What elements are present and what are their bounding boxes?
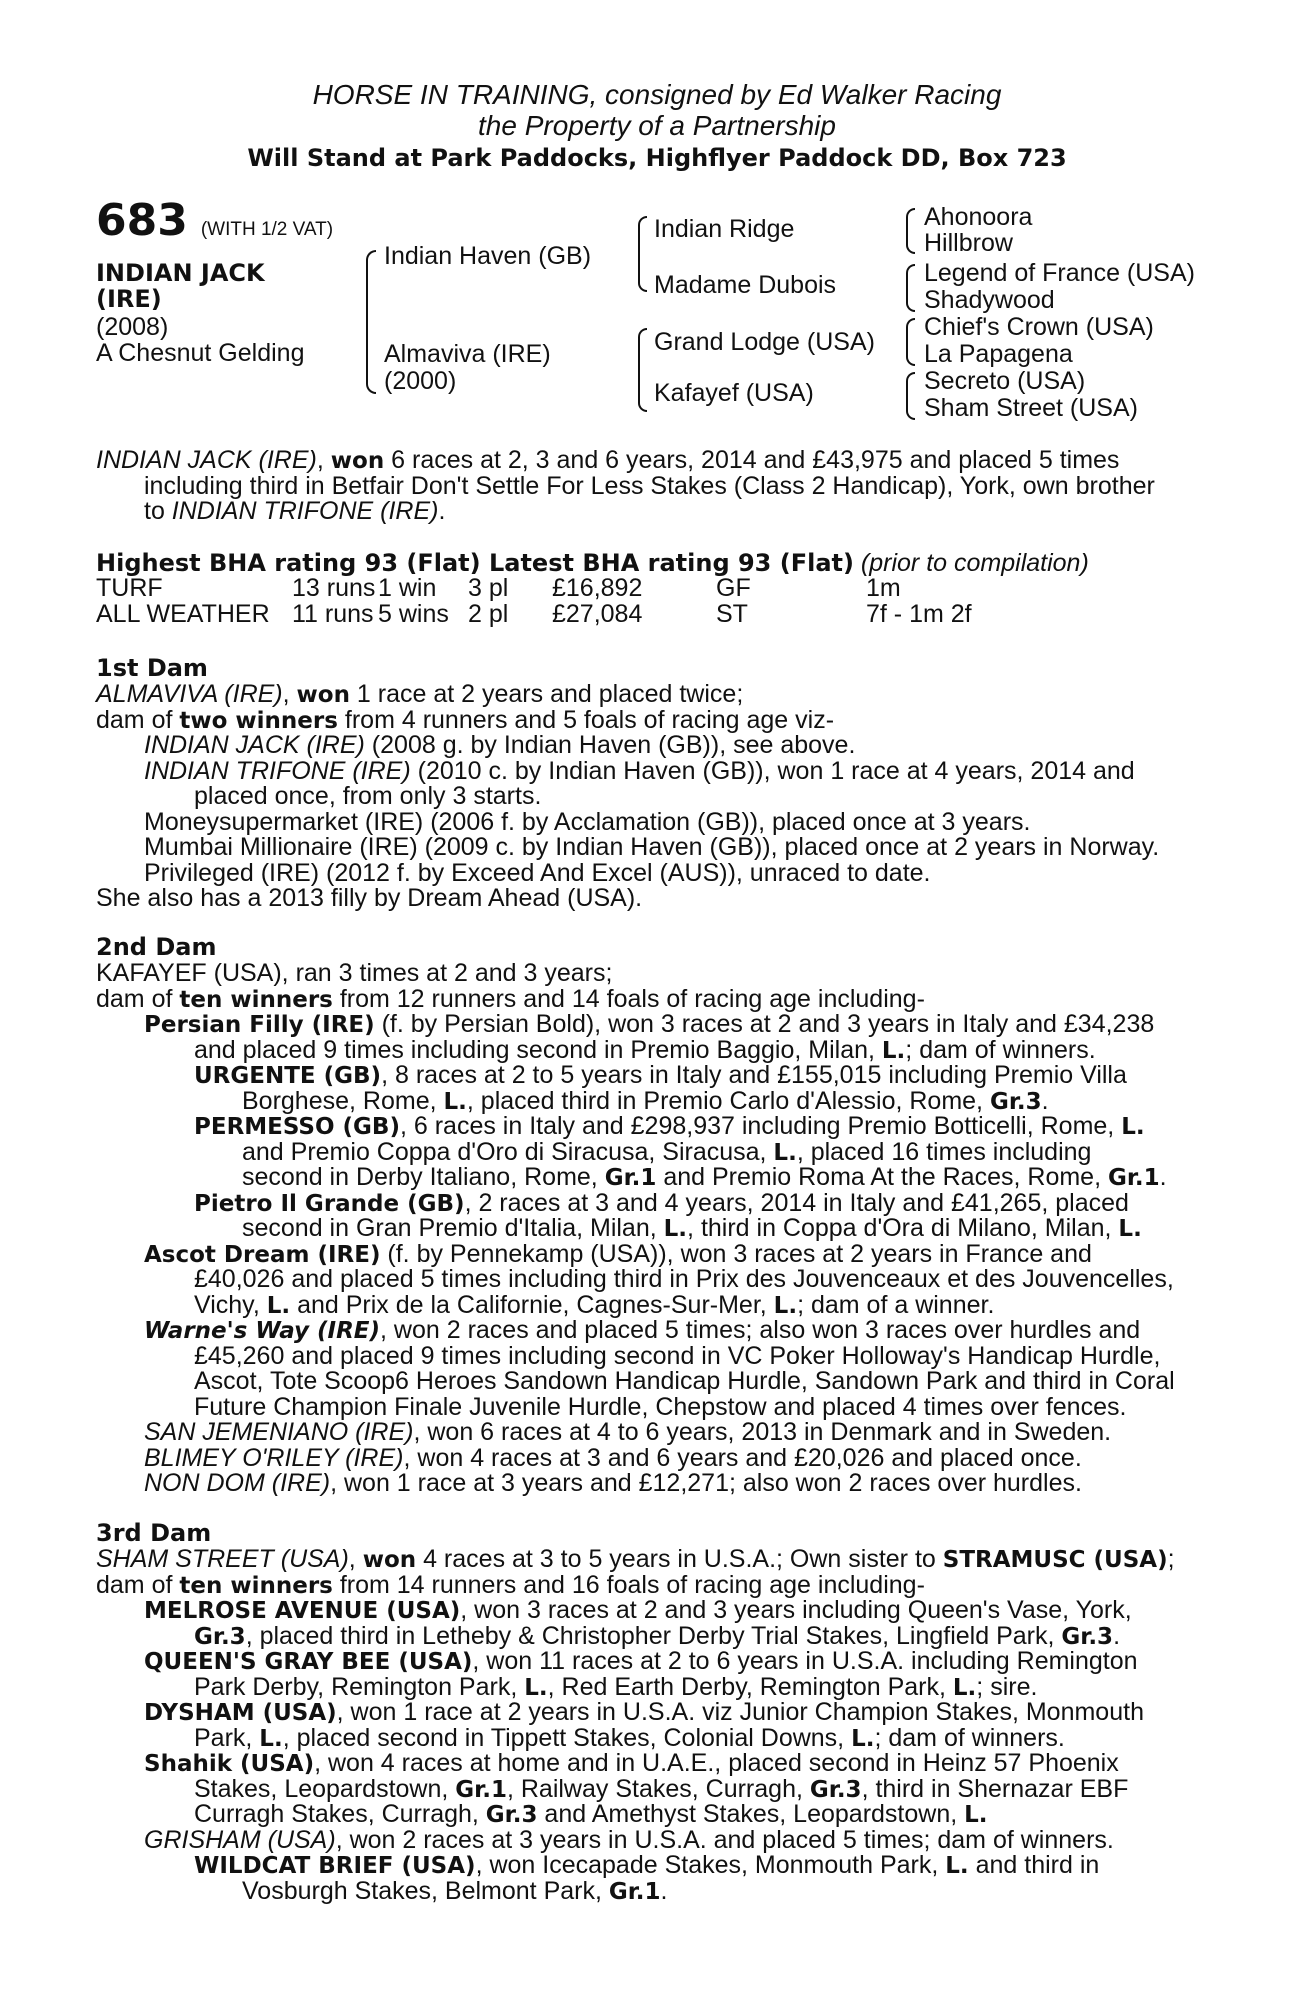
race-grade: L. [524,1674,548,1701]
text: and placed 9 times including second in Premio Baggio, Milan, [194,1035,882,1064]
ratings-note: (prior to compilation) [860,549,1089,577]
produce-name: URGENTE (GB) [194,1063,382,1089]
surface: TURF [96,574,163,602]
produce-name: NON DOM (IRE) [144,1469,331,1497]
summary-line [96,473,1206,499]
produce-line [96,1062,1206,1088]
produce-name: Shahik (USA) [144,1751,315,1777]
produce-line [96,1725,1206,1751]
race-grade: L. [259,1725,283,1752]
race-grade: Gr.1 [455,1776,507,1803]
dam-line [96,960,1206,986]
dam-line [96,885,1206,911]
produce-line [96,1368,1206,1394]
pedigree-dam-sire: Grand Lodge (USA) [654,328,875,356]
race-summary [96,447,1206,524]
text: , placed 16 times including [796,1137,1092,1166]
pedigree-g6: La Papagena [924,340,1073,368]
produce-line [96,1597,1206,1623]
produce-line [96,1623,1206,1649]
pedigree-g1: Ahonoora [924,203,1033,231]
race-grade: L. [1118,1216,1142,1242]
produce-line [96,1190,1206,1216]
produce-line [96,1317,1206,1343]
text: (f. by Pennekamp (USA)), won 3 races at 2 years in France and [380,1239,1092,1268]
pedigree-sire-sire: Indian Ridge [654,215,795,243]
text: and Prix de la Californie, Cagnes-Sur-Mer, [290,1290,774,1319]
produce-name: INDIAN JACK (IRE) [144,731,365,759]
text: (2008 g. by Indian Haven (GB)), see above. [364,731,856,759]
text: , won 6 races at 4 to 6 years, 2013 in Denmark and in Sweden. [413,1418,1112,1446]
race-grade: Gr.3 [485,1802,538,1828]
produce-name: GRISHAM (USA) [144,1825,336,1854]
produce-line [96,1750,1206,1776]
text: placed once, from only 3 starts. [194,782,542,810]
text: , 6 races in Italy and £298,937 including Premio Botticelli, Rome, [399,1112,1122,1140]
produce-line [96,1343,1206,1369]
pedigree-sire-dam: Madame Dubois [654,271,837,299]
dam-line [96,681,1206,707]
text: Stakes, Leopardstown, [194,1774,456,1803]
dam-name: SHAM STREET (USA) [96,1545,349,1573]
text: , third in Shernazar EBF [861,1774,1129,1803]
text: , Railway Stakes, Curragh, [506,1774,810,1803]
dam-line [96,1546,1206,1572]
text: ; dam of a winner. [797,1290,995,1319]
text: Ascot, Tote Scoop6 Heroes Sandown Handicap Hurdle, Sandown Park and third in Coral [194,1367,1175,1395]
horse-description: A Chesnut Gelding [96,339,305,367]
produce-line [96,834,1206,860]
text: £40,026 and placed 5 times including third in Prix des Jouvenceaux et des Jouvencelles, [194,1265,1174,1293]
winners-count: two winners [179,707,338,734]
text: , Red Earth Derby, Remington Park, [547,1672,953,1701]
text: . [1041,1086,1049,1115]
first-dam-section [96,655,1206,911]
section-heading: 2nd Dam [96,933,217,961]
race-grade: L. [881,1037,906,1064]
race-grade: L. [945,1853,969,1879]
produce-name: Persian Filly (IRE) [144,1012,375,1038]
text: , won Icecapade Stakes, Monmouth Park, [475,1851,946,1879]
text: , won 11 races at 2 to 6 years in U.S.A. including Remington [472,1647,1138,1675]
prize: £27,084 [552,600,643,628]
produce-name: WILDCAT BRIEF (USA) [194,1853,476,1879]
produce-name: SAN JEMENIANO (IRE) [144,1418,414,1446]
text: from 12 runners and 14 foals of racing age including- [332,984,925,1013]
produce-name: PERMESSO (GB) [194,1114,400,1140]
wins: 5 wins [378,600,449,628]
section-heading: 1st Dam [96,654,208,682]
sibling-name: INDIAN TRIFONE (IRE) [171,497,439,525]
second-dam-section [96,934,1206,1496]
surface: ALL WEATHER [96,600,270,628]
produce-line [96,1266,1206,1292]
summary-line [96,498,1206,524]
text: Privileged (IRE) (2012 f. by Exceed And Excel (AUS)), unraced to date. [144,858,931,887]
produce-line [96,1801,1206,1827]
produce-line [96,1037,1206,1063]
text: £45,260 and placed 9 times including second in VC Poker Holloway's Handicap Hurdle, [194,1341,1161,1370]
text: , [316,446,331,474]
pedigree-dam: Almaviva (IRE) [384,340,551,368]
dam-line [96,986,1206,1012]
text: Park, [194,1723,260,1752]
text: Vosburgh Stakes, Belmont Park, [242,1876,609,1905]
produce-name: MELROSE AVENUE (USA) [144,1598,461,1624]
race-grade: Gr.3 [1061,1623,1114,1650]
race-grade: Gr.1 [604,1165,657,1191]
race-grade: L. [964,1802,988,1828]
produce-line [96,1215,1206,1241]
text: , third in Coppa d'Ora di Milano, Milan, [687,1214,1119,1242]
produce-line [96,1878,1206,1904]
summary-line [96,447,1206,473]
text: , won 1 race at 3 years and £12,271; also won 2 races over hurdles. [330,1469,1082,1497]
text: . [1159,1163,1167,1191]
brace-g1 [906,208,915,254]
text: ; [1167,1545,1175,1573]
brace-sire-dam [366,250,376,394]
produce-name: Warne's Way (IRE) [144,1318,381,1344]
text: dam of [96,705,180,734]
race-grade: Gr.1 [608,1878,661,1905]
text: and Premio Coppa d'Oro di Siracusa, Siracusa, [242,1137,774,1166]
text: Future Champion Finale Juvenile Hurdle, Chepstow and placed 4 times over fences. [194,1392,1127,1421]
text: including third in Betfair Don't Settle For Less Stakes (Class 2 Handicap), York, own brother [144,471,1155,500]
text: , 2 races at 3 and 4 years, 2014 in Italy and £41,265, placed [464,1188,1129,1217]
produce-line [96,809,1206,835]
third-dam-section [96,1520,1206,1903]
text: . [438,497,446,525]
pedigree-g5: Chief's Crown (USA) [924,313,1154,341]
vat-note: (WITH 1/2 VAT) [200,219,334,240]
header-property: the Property of a Partnership [478,110,836,141]
going: GF [716,574,751,602]
text: , placed third in Premio Carlo d'Alessio, Rome, [466,1086,990,1115]
text: , [282,680,297,708]
brace-dam-parents [638,328,647,412]
text: and Amethyst Stakes, Leopardstown, [537,1800,965,1828]
produce-line [96,1241,1206,1267]
produce-line [96,1011,1206,1037]
section-heading: 3rd Dam [96,1519,212,1547]
text: second in Gran Premio d'Italia, Milan, [242,1214,664,1242]
produce-line [96,1088,1206,1114]
text: , won 2 races and placed 5 times; also won 3 races over hurdles and [380,1316,1141,1344]
text: (2010 c. by Indian Haven (GB)), won 1 race at 4 years, 2014 and [410,756,1135,785]
race-grade: L. [443,1088,467,1115]
text: Mumbai Millionaire (IRE) (2009 c. by Indian Haven (GB)), placed once at 2 years in Norway. [144,833,1160,861]
text: , placed third in Letheby & Christopher Derby Trial Stakes, Lingfield Park, [245,1621,1062,1650]
pedigree-g8: Sham Street (USA) [924,394,1138,422]
race-grade: Gr.3 [809,1776,862,1803]
pedigree-g4: Shadywood [924,286,1055,314]
race-grade: Gr.1 [1107,1165,1160,1191]
distance: 7f - 1m 2f [866,600,972,628]
produce-line [96,1419,1206,1445]
distance: 1m [866,574,901,602]
produce-line [96,783,1206,809]
ratings-heading-bold: Highest BHA rating 93 (Flat) Latest BHA rating 93 (Flat) [96,549,854,577]
produce-line [96,1394,1206,1420]
brace-g2 [906,264,915,312]
winners-count: ten winners [179,986,333,1013]
text: . [1113,1621,1121,1650]
runs: 11 runs [292,600,374,628]
dam-name: ALMAVIVA (IRE) [96,680,283,708]
race-grade: L. [851,1725,875,1752]
produce-line [96,758,1206,784]
text: and Premio Roma At the Races, Rome, [656,1163,1108,1191]
horse-name-line2: (IRE) [96,285,162,313]
race-grade: L. [266,1292,291,1319]
brace-g3 [906,318,915,366]
text: ; dam of winners. [905,1035,1096,1064]
text: , placed second in Tippett Stakes, Colonial Downs, [282,1723,852,1752]
placed: 3 pl [468,574,509,602]
race-grade: L. [773,1292,798,1319]
pedigree-g2: Hillbrow [924,229,1013,257]
text: Vichy, [194,1290,267,1319]
produce-line [96,1113,1206,1139]
text: from 4 runners and 5 foals of racing age viz- [337,705,835,734]
text: ; dam of winners. [874,1723,1065,1752]
text: 4 races at 3 to 5 years in U.S.A.; Own sister to [416,1545,943,1573]
text: Curragh Stakes, Curragh, [194,1800,486,1828]
produce-line [96,860,1206,886]
text: 6 races at 2, 3 and 6 years, 2014 and £43,975 and placed 5 times [384,446,1120,474]
text: . [660,1876,668,1905]
produce-line [96,1648,1206,1674]
text: from 14 runners and 16 foals of racing age including- [332,1570,925,1599]
text: (f. by Persian Bold), won 3 races at 2 and 3 years in Italy and £34,238 [374,1010,1155,1038]
produce-line [96,1699,1206,1725]
winners-count: ten winners [179,1572,333,1599]
produce-line [96,732,1206,758]
produce-line [96,1164,1206,1190]
text: , won 1 race at 2 years in U.S.A. viz Junior Champion Stakes, Monmouth [336,1698,1144,1726]
text: ; sire. [976,1672,1038,1701]
text: , 8 races at 2 to 5 years in Italy and £155,015 including Premio Villa [381,1061,1127,1089]
race-grade: L. [773,1139,797,1166]
produce-line [96,1292,1206,1318]
header-location: Will Stand at Park Paddocks, Highflyer Paddock DD, Box 723 [247,144,1067,172]
pedigree-sire: Indian Haven (GB) [384,242,592,270]
text: Park Derby, Remington Park, [194,1672,525,1701]
text: , won 3 races at 2 and 3 years including Queen's Vase, York, [460,1596,1132,1624]
horse-name: INDIAN JACK (IRE) [96,446,317,474]
text: dam of [96,984,180,1013]
won-label: won [330,448,385,474]
pedigree-g7: Secreto (USA) [924,367,1086,395]
dam-line [96,707,1206,733]
text: , won 4 races at 3 and 6 years and £20,026 and placed once. [403,1443,1082,1472]
wins: 1 win [378,574,437,602]
produce-name: DYSHAM (USA) [144,1700,337,1726]
produce-line [96,1827,1206,1853]
text: Moneysupermarket (IRE) (2006 f. by Acclamation (GB)), placed once at 3 years. [144,807,1031,836]
text: Borghese, Rome, [242,1086,444,1115]
sibling-name: STRAMUSC (USA) [942,1547,1168,1573]
race-grade: L. [1121,1114,1145,1140]
text: dam of [96,1570,180,1599]
race-grade: L. [952,1674,977,1701]
brace-sire-parents [638,216,647,292]
runs: 13 runs [292,574,376,602]
produce-name: BLIMEY O'RILEY (IRE) [144,1443,404,1472]
text: to [144,497,172,525]
text: and third in [968,1851,1100,1879]
header-consignor: HORSE IN TRAINING, consigned by Ed Walker Racing [312,79,1002,110]
won-label: won [362,1547,417,1573]
ratings-heading [96,550,1089,576]
produce-line [96,1139,1206,1165]
text: She also has a 2013 filly by Dream Ahead (USA). [96,884,643,912]
produce-line [96,1776,1206,1802]
pedigree-dam-year: (2000) [384,367,457,395]
placed: 2 pl [468,600,509,628]
dam-line [96,1572,1206,1598]
lot-number-block [96,195,334,246]
produce-name: Pietro Il Grande (GB) [194,1190,465,1217]
produce-name: INDIAN TRIFONE (IRE) [144,756,411,785]
produce-name: Ascot Dream (IRE) [144,1241,381,1268]
brace-g4 [906,372,915,420]
pedigree-g3: Legend of France (USA) [924,259,1195,287]
race-grade: Gr.3 [989,1088,1042,1115]
produce-line [96,1445,1206,1471]
prize: £16,892 [552,574,643,602]
text: , won 2 races at 3 years in U.S.A. and placed 5 times; dam of winners. [335,1825,1114,1854]
text: , won 4 races at home and in U.A.E., placed second in Heinz 57 Phoenix [314,1749,1119,1777]
text: second in Derby Italiano, Rome, [242,1163,605,1191]
lot-number: 683 [96,195,188,246]
race-grade: L. [663,1216,688,1242]
produce-name: QUEEN'S GRAY BEE (USA) [144,1649,473,1675]
produce-line [96,1470,1206,1496]
going: ST [716,600,748,628]
foaling-year: (2008) [96,313,169,341]
text: , [348,1545,363,1573]
horse-name-line1: INDIAN JACK [96,259,265,287]
won-label: won [296,682,350,708]
race-grade: Gr.3 [194,1623,246,1650]
text: KAFAYEF (USA), ran 3 times at 2 and 3 years; [96,959,613,987]
produce-line [96,1674,1206,1700]
produce-line [96,1852,1206,1878]
text: 1 race at 2 years and placed twice; [349,680,744,708]
pedigree-dam-dam: Kafayef (USA) [654,379,814,407]
